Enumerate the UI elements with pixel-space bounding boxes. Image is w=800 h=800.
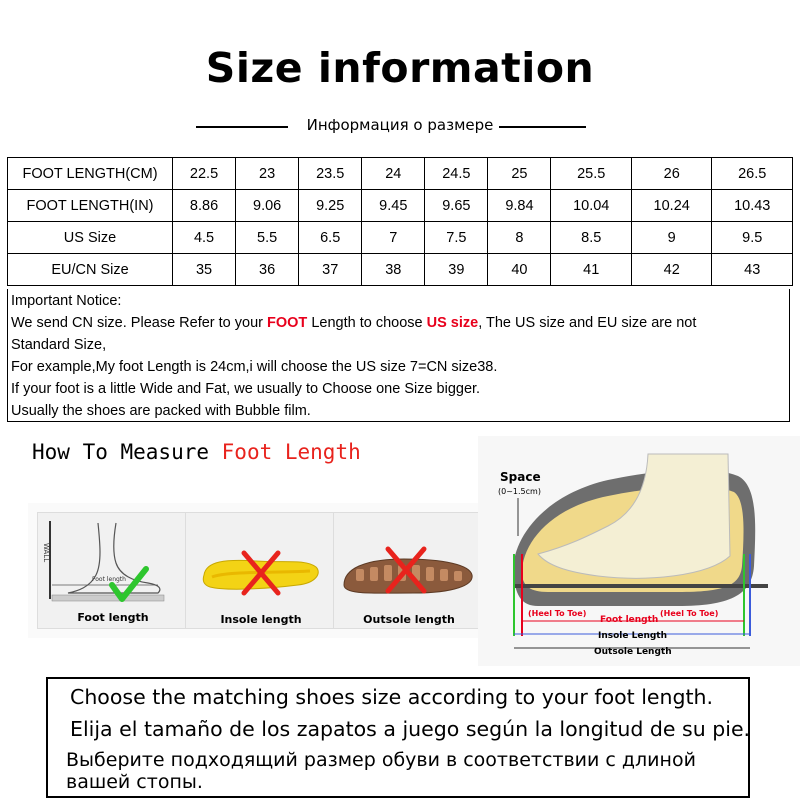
size-cell: 9.84 (488, 190, 551, 222)
size-cell: 35 (173, 254, 236, 286)
size-cell: 8.5 (551, 222, 631, 254)
instruction-en: Choose the matching shoes size according to your foot length. (70, 685, 714, 709)
row-label: FOOT LENGTH(IN) (8, 190, 173, 222)
size-table-row (8, 254, 793, 286)
instruction-box (46, 677, 750, 798)
size-table-row (8, 222, 793, 254)
size-cell: 38 (362, 254, 425, 286)
size-cell: 7 (362, 222, 425, 254)
notice-line-2: Standard Size, (11, 337, 107, 353)
insole-length-label: Insole length (220, 613, 302, 626)
row-label: EU/CN Size (8, 254, 173, 286)
notice-text: , The US size and EU size are not (478, 315, 697, 331)
foot-highlight: FOOT (267, 315, 308, 331)
notice-heading: Important Notice: (11, 293, 122, 309)
notice-line-1 (11, 312, 789, 334)
size-cell: 25 (488, 158, 551, 190)
important-notice (7, 289, 790, 422)
size-cell: 37 (299, 254, 362, 286)
how-to-prefix: How To Measure (32, 440, 222, 464)
size-cell: 26 (631, 158, 711, 190)
size-table (7, 157, 793, 286)
size-cell: 43 (712, 254, 793, 286)
row-label: US Size (8, 222, 173, 254)
size-cell: 10.24 (631, 190, 711, 222)
subtitle-divider (0, 116, 800, 138)
size-cell: 9.25 (299, 190, 362, 222)
instruction-ru-1: Выберите подходящий размер обуви в соответствии с длиной (66, 749, 696, 771)
inner-foot-length-label: Foot length (92, 576, 126, 583)
foot-length-panel (37, 512, 189, 629)
size-cell: 9.45 (362, 190, 425, 222)
size-table-row (8, 158, 793, 190)
instruction-ru-2: вашей стопы. (66, 771, 203, 793)
size-cell: 4.5 (173, 222, 236, 254)
outsole-length-panel (333, 512, 485, 629)
size-cell: 24 (362, 158, 425, 190)
size-cell: 23.5 (299, 158, 362, 190)
wall-label: WALL (42, 543, 50, 563)
size-cell: 25.5 (551, 158, 631, 190)
how-to-highlight: Foot Length (221, 440, 361, 464)
page-title: Size information (205, 44, 595, 92)
size-cell: 9.5 (712, 222, 793, 254)
foot-illustration (38, 513, 188, 613)
notice-line-3: For example,My foot Length is 24cm,i will choose the US size 7=CN size38. (11, 359, 498, 375)
notice-text: We send CN size. Please Refer to your (11, 315, 268, 331)
size-cell: 10.04 (551, 190, 631, 222)
shoe-diagram (478, 436, 800, 666)
outsole-length-label: Outsole length (363, 613, 455, 626)
size-cell: 24.5 (425, 158, 488, 190)
size-cell: 41 (551, 254, 631, 286)
size-cell: 22.5 (173, 158, 236, 190)
notice-line-5: Usually the shoes are packed with Bubble film. (11, 403, 311, 419)
size-cell: 6.5 (299, 222, 362, 254)
size-cell: 40 (488, 254, 551, 286)
size-cell: 42 (631, 254, 711, 286)
us-size-highlight: US size (426, 315, 479, 331)
insole-length-diagram-label: Insole Length (598, 631, 668, 641)
foot-length-diagram-label: Foot length (600, 615, 659, 625)
notice-line-4: If your foot is a little Wide and Fat, we usually to Choose one Size bigger. (11, 381, 481, 397)
subtitle-text: Информация о размере (301, 116, 500, 134)
heel-to-toe-left: (Heel To Toe) (528, 609, 587, 618)
insole-length-panel (185, 512, 337, 629)
notice-text: Length to choose (307, 315, 427, 331)
size-cell: 5.5 (236, 222, 299, 254)
check-icon (112, 569, 146, 599)
size-cell: 10.43 (712, 190, 793, 222)
instruction-es: Elija el tamaño de los zapatos a juego según la longitud de su pie. (70, 717, 751, 741)
foot-length-label: Foot length (77, 611, 149, 624)
size-cell: 23 (236, 158, 299, 190)
outsole-illustration (334, 513, 484, 613)
size-cell: 9.65 (425, 190, 488, 222)
space-range-label: (0~1.5cm) (498, 487, 541, 496)
heel-to-toe-right: (Heel To Toe) (660, 609, 719, 618)
size-cell: 7.5 (425, 222, 488, 254)
outsole-length-diagram-label: Outsole Length (594, 647, 672, 657)
size-cell: 8.86 (173, 190, 236, 222)
size-cell: 26.5 (712, 158, 793, 190)
size-cell: 36 (236, 254, 299, 286)
row-label: FOOT LENGTH(CM) (8, 158, 173, 190)
insole-illustration (186, 513, 336, 613)
size-cell: 9 (631, 222, 711, 254)
space-label: Space (500, 470, 541, 484)
size-cell: 9.06 (236, 190, 299, 222)
size-table-row (8, 190, 793, 222)
how-to-measure-heading (32, 440, 361, 464)
size-cell: 8 (488, 222, 551, 254)
size-cell: 39 (425, 254, 488, 286)
